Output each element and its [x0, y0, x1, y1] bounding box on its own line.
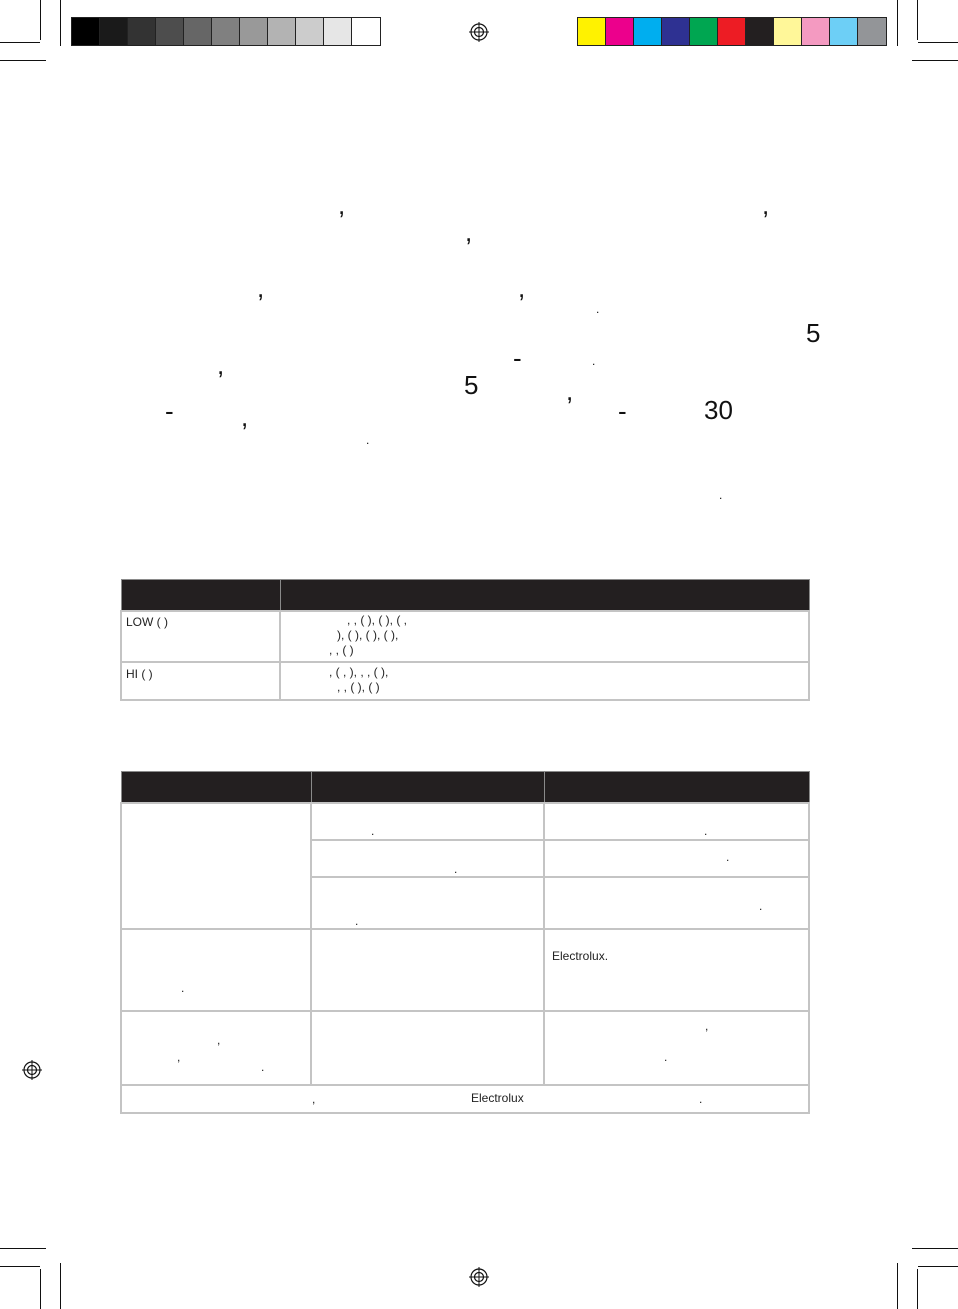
brand-text: Electrolux.	[552, 949, 609, 963]
table-cell	[121, 611, 280, 662]
body-comma: ,	[566, 376, 574, 406]
cell-punctuation: .	[664, 1050, 668, 1064]
table-cell	[311, 1011, 544, 1085]
body-comma: ,	[762, 190, 770, 220]
body-dash: -	[618, 396, 627, 426]
crop-mark	[0, 60, 46, 61]
table-header-cell	[311, 772, 544, 804]
color-swatch	[184, 18, 212, 45]
cell-punctuation: ,	[312, 1092, 316, 1106]
body-period: .	[366, 433, 370, 447]
crop-mark	[912, 1248, 958, 1249]
speed-table	[120, 579, 810, 701]
table-cell	[544, 929, 809, 1011]
cell-punctuation: .	[181, 981, 185, 995]
table-cell	[311, 877, 544, 929]
registration-mark-icon	[22, 1060, 42, 1080]
crop-mark	[0, 1248, 46, 1249]
color-swatch	[212, 18, 240, 45]
table-row	[121, 803, 809, 840]
table-cell	[544, 803, 809, 840]
crop-mark	[60, 1263, 61, 1309]
table-header-row	[121, 580, 809, 612]
crop-mark	[912, 60, 958, 61]
cell-punctuation: ,	[177, 1050, 181, 1064]
table-cell	[121, 929, 311, 1011]
color-swatch	[100, 18, 128, 45]
crop-mark	[918, 1266, 958, 1267]
table-header-row	[121, 772, 809, 804]
color-swatch	[858, 18, 886, 45]
body-number: 5	[806, 318, 821, 348]
table-cell	[311, 803, 544, 840]
cell-punctuation: .	[699, 1092, 703, 1106]
body-period: .	[719, 488, 723, 502]
body-dash: -	[513, 343, 522, 373]
color-swatch	[774, 18, 802, 45]
cell-punctuation: .	[261, 1060, 265, 1074]
body-period: .	[596, 302, 600, 316]
speed-label: LOW ( )	[126, 615, 168, 629]
table-cell	[311, 929, 544, 1011]
color-swatch	[578, 18, 606, 45]
table-header-cell	[544, 772, 809, 804]
color-swatch	[72, 18, 100, 45]
color-swatch-bar	[577, 17, 887, 46]
body-dash: -	[165, 396, 174, 426]
table-cell	[311, 840, 544, 877]
brand-text: Electrolux	[471, 1091, 524, 1105]
table-cell	[544, 840, 809, 877]
color-swatch	[690, 18, 718, 45]
crop-mark	[40, 1269, 41, 1309]
crop-mark	[897, 0, 898, 46]
color-swatch	[830, 18, 858, 45]
crop-mark	[897, 1263, 898, 1309]
speed-description: , ( , ), , , ( ),	[329, 665, 389, 679]
table-cell	[544, 1011, 809, 1085]
cell-punctuation: .	[704, 824, 708, 838]
table-row	[121, 1011, 809, 1085]
color-swatch	[718, 18, 746, 45]
body-comma: ,	[217, 350, 225, 380]
cell-punctuation: .	[454, 862, 458, 876]
table-cell	[121, 1085, 809, 1113]
body-comma: ,	[465, 217, 473, 247]
table-footer-row	[121, 1085, 809, 1113]
crop-mark	[917, 0, 918, 40]
color-swatch	[296, 18, 324, 45]
speed-description: , , ( )	[329, 643, 354, 657]
table-header-cell	[121, 580, 280, 612]
table-cell	[280, 611, 809, 662]
color-swatch	[634, 18, 662, 45]
cell-punctuation: .	[355, 914, 359, 928]
table-cell	[121, 662, 280, 700]
color-swatch	[324, 18, 352, 45]
speed-description: , , ( ), ( ), ( ,	[347, 613, 407, 627]
body-comma: ,	[241, 402, 249, 432]
table-header-cell	[121, 772, 311, 804]
table-row	[121, 611, 809, 662]
body-period: .	[592, 354, 596, 368]
crop-mark	[40, 0, 41, 40]
cell-punctuation: .	[726, 850, 730, 864]
color-swatch	[746, 18, 774, 45]
table-cell	[544, 877, 809, 929]
body-comma: ,	[518, 273, 526, 303]
cell-punctuation: ,	[217, 1033, 221, 1047]
body-number: 30	[704, 395, 733, 425]
speed-label: HI ( )	[126, 667, 153, 681]
crop-mark	[0, 42, 40, 43]
crop-mark	[917, 1269, 918, 1309]
table-cell	[121, 1011, 311, 1085]
grayscale-swatch-bar	[71, 17, 381, 46]
registration-mark-icon	[469, 22, 489, 42]
table-header-cell	[280, 580, 809, 612]
crop-mark	[60, 0, 61, 46]
troubleshooting-table	[120, 771, 810, 1114]
color-swatch	[268, 18, 296, 45]
table-row	[121, 662, 809, 700]
speed-description: , , ( ), ( )	[337, 680, 380, 694]
cell-punctuation: ,	[705, 1019, 709, 1033]
body-comma: ,	[338, 190, 346, 220]
crop-mark	[0, 1266, 40, 1267]
color-swatch	[662, 18, 690, 45]
cell-punctuation: .	[371, 824, 375, 838]
registration-mark-icon	[469, 1267, 489, 1287]
cell-punctuation: .	[759, 899, 763, 913]
speed-description: ), ( ), ( ), ( ),	[337, 628, 399, 642]
color-swatch	[352, 18, 380, 45]
table-row	[121, 929, 809, 1011]
color-swatch	[240, 18, 268, 45]
body-comma: ,	[257, 273, 265, 303]
color-swatch	[802, 18, 830, 45]
color-swatch	[156, 18, 184, 45]
table-cell	[280, 662, 809, 700]
color-swatch	[128, 18, 156, 45]
color-swatch	[606, 18, 634, 45]
table-cell	[121, 803, 311, 929]
body-number: 5	[464, 370, 479, 400]
crop-mark	[918, 42, 958, 43]
